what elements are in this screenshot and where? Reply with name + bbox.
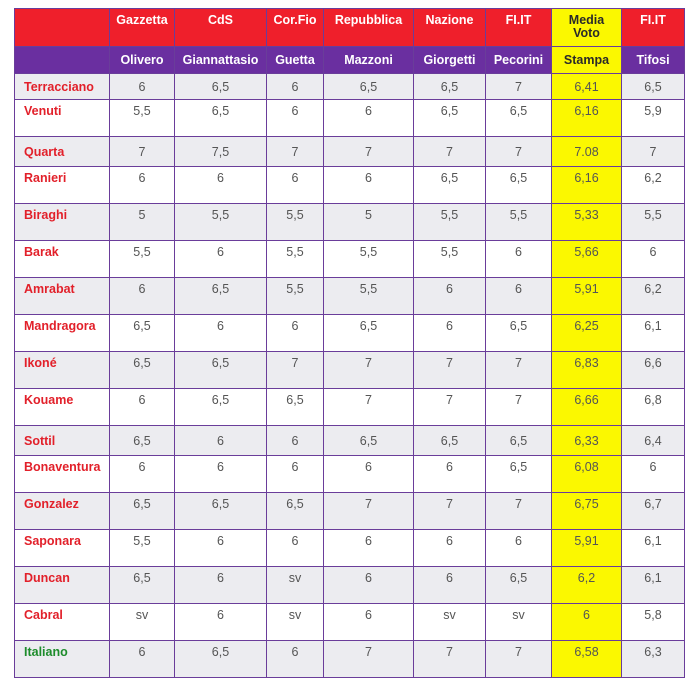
player-name: Terracciano xyxy=(15,74,110,100)
vote-cell: 6 xyxy=(414,530,486,567)
column-header-outlet: Media Voto xyxy=(552,9,622,47)
vote-cell: 6 xyxy=(175,315,267,352)
column-header-journalist: Guetta xyxy=(267,47,324,74)
vote-cell: 6 xyxy=(175,567,267,604)
player-name: Quarta xyxy=(15,137,110,167)
vote-cell: 6 xyxy=(110,389,175,426)
vote-cell: 6 xyxy=(175,530,267,567)
vote-cell: 6 xyxy=(267,74,324,100)
vote-cell: 6,3 xyxy=(622,641,685,678)
vote-cell: 6,1 xyxy=(622,567,685,604)
vote-cell: 6,5 xyxy=(324,74,414,100)
header-row-outlets xyxy=(15,9,685,47)
vote-cell: 6,5 xyxy=(110,315,175,352)
table-row xyxy=(15,74,685,100)
vote-cell: sv xyxy=(486,604,552,641)
vote-cell: 6 xyxy=(110,278,175,315)
media-voto-cell: 6,33 xyxy=(552,426,622,456)
media-voto-cell: 6,75 xyxy=(552,493,622,530)
vote-cell: 6 xyxy=(486,241,552,278)
ratings-table xyxy=(14,8,685,678)
vote-cell: 7 xyxy=(324,493,414,530)
column-header-outlet: Gazzetta xyxy=(110,9,175,47)
vote-cell: 7 xyxy=(414,641,486,678)
vote-cell: 6,5 xyxy=(324,315,414,352)
column-header-journalist: Giorgetti xyxy=(414,47,486,74)
vote-cell: 6,5 xyxy=(175,352,267,389)
column-header-journalist: Pecorini xyxy=(486,47,552,74)
vote-cell: 6 xyxy=(175,456,267,493)
player-name: Kouame xyxy=(15,389,110,426)
table-row xyxy=(15,389,685,426)
column-header-journalist: Stampa xyxy=(552,47,622,74)
vote-cell: 6,5 xyxy=(486,100,552,137)
column-header-journalist: Mazzoni xyxy=(324,47,414,74)
player-name: Mandragora xyxy=(15,315,110,352)
vote-cell: 5,5 xyxy=(110,100,175,137)
vote-cell: 6,5 xyxy=(486,315,552,352)
table-row xyxy=(15,567,685,604)
player-name: Saponara xyxy=(15,530,110,567)
media-voto-cell: 6,16 xyxy=(552,100,622,137)
vote-cell: 6,5 xyxy=(324,426,414,456)
vote-cell: 7 xyxy=(486,389,552,426)
vote-cell: 6,5 xyxy=(175,74,267,100)
vote-cell: 6,4 xyxy=(622,426,685,456)
player-name: Sottil xyxy=(15,426,110,456)
vote-cell: 6 xyxy=(324,100,414,137)
ratings-body xyxy=(15,74,685,678)
vote-cell: 7 xyxy=(324,389,414,426)
table-row xyxy=(15,641,685,678)
vote-cell: 6,5 xyxy=(267,493,324,530)
vote-cell: 6 xyxy=(110,74,175,100)
header-row-journalists xyxy=(15,47,685,74)
vote-cell: 7 xyxy=(414,352,486,389)
vote-cell: 6,2 xyxy=(622,278,685,315)
vote-cell: 6,5 xyxy=(110,567,175,604)
vote-cell: 6,5 xyxy=(414,426,486,456)
column-header-journalist: Giannattasio xyxy=(175,47,267,74)
vote-cell: 6 xyxy=(324,530,414,567)
vote-cell: 6,5 xyxy=(175,278,267,315)
vote-cell: 7 xyxy=(267,137,324,167)
vote-cell: 6,5 xyxy=(175,641,267,678)
player-name: Biraghi xyxy=(15,204,110,241)
vote-cell: 5,5 xyxy=(110,241,175,278)
vote-cell: 6 xyxy=(414,278,486,315)
vote-cell: sv xyxy=(267,604,324,641)
vote-cell: 6 xyxy=(267,100,324,137)
vote-cell: 5,5 xyxy=(175,204,267,241)
vote-cell: 5 xyxy=(110,204,175,241)
vote-cell: 7 xyxy=(414,389,486,426)
vote-cell: 7 xyxy=(267,352,324,389)
media-voto-cell: 5,66 xyxy=(552,241,622,278)
player-name: Ikoné xyxy=(15,352,110,389)
table-row xyxy=(15,167,685,204)
media-voto-cell: 6,2 xyxy=(552,567,622,604)
column-header-journalist: Olivero xyxy=(110,47,175,74)
vote-cell: 5,5 xyxy=(414,241,486,278)
vote-cell: 6 xyxy=(486,530,552,567)
media-voto-cell: 7.08 xyxy=(552,137,622,167)
vote-cell: 6 xyxy=(267,315,324,352)
vote-cell: 6,5 xyxy=(486,567,552,604)
table-row xyxy=(15,137,685,167)
vote-cell: 6 xyxy=(414,456,486,493)
vote-cell: 6,5 xyxy=(486,167,552,204)
vote-cell: 6 xyxy=(175,167,267,204)
vote-cell: 6 xyxy=(486,278,552,315)
vote-cell: 6,5 xyxy=(110,426,175,456)
vote-cell: 6,5 xyxy=(110,352,175,389)
vote-cell: 6,2 xyxy=(622,167,685,204)
vote-cell: 6,8 xyxy=(622,389,685,426)
column-header-outlet: Nazione xyxy=(414,9,486,47)
vote-cell: 6 xyxy=(267,530,324,567)
vote-cell: 6,5 xyxy=(175,493,267,530)
media-voto-cell: 6,08 xyxy=(552,456,622,493)
vote-cell: sv xyxy=(414,604,486,641)
vote-cell: 6,5 xyxy=(267,389,324,426)
vote-cell: 5,5 xyxy=(622,204,685,241)
vote-cell: 7 xyxy=(486,137,552,167)
vote-cell: 6 xyxy=(622,241,685,278)
vote-cell: 6 xyxy=(324,456,414,493)
player-name: Venuti xyxy=(15,100,110,137)
column-header-outlet: FI.IT xyxy=(486,9,552,47)
table-row xyxy=(15,315,685,352)
vote-cell: 7 xyxy=(622,137,685,167)
vote-cell: 7 xyxy=(324,352,414,389)
media-voto-cell: 6,41 xyxy=(552,74,622,100)
table-row xyxy=(15,456,685,493)
vote-cell: 6,5 xyxy=(622,74,685,100)
vote-cell: 7 xyxy=(110,137,175,167)
player-name: Duncan xyxy=(15,567,110,604)
vote-cell: 5,5 xyxy=(110,530,175,567)
vote-cell: 5,9 xyxy=(622,100,685,137)
table-row xyxy=(15,352,685,389)
vote-cell: 6,5 xyxy=(414,100,486,137)
media-voto-cell: 6,16 xyxy=(552,167,622,204)
vote-cell: 6 xyxy=(267,426,324,456)
vote-cell: 5,5 xyxy=(267,204,324,241)
vote-cell: 6 xyxy=(175,604,267,641)
vote-cell: 5,8 xyxy=(622,604,685,641)
vote-cell: 6,1 xyxy=(622,315,685,352)
table-row xyxy=(15,493,685,530)
media-voto-cell: 6,25 xyxy=(552,315,622,352)
vote-cell: 5,5 xyxy=(267,241,324,278)
column-header-journalist: Tifosi xyxy=(622,47,685,74)
vote-cell: 6,5 xyxy=(486,426,552,456)
vote-cell: 6 xyxy=(414,567,486,604)
player-name: Cabral xyxy=(15,604,110,641)
vote-cell: 6 xyxy=(110,641,175,678)
table-row xyxy=(15,426,685,456)
media-voto-cell: 5,91 xyxy=(552,278,622,315)
player-name: Amrabat xyxy=(15,278,110,315)
header-corner-bottom xyxy=(15,47,110,74)
vote-cell: 6 xyxy=(267,456,324,493)
vote-cell: sv xyxy=(110,604,175,641)
vote-cell: 5,5 xyxy=(486,204,552,241)
vote-cell: 6,5 xyxy=(486,456,552,493)
vote-cell: 7 xyxy=(324,137,414,167)
player-name: Ranieri xyxy=(15,167,110,204)
vote-cell: 7 xyxy=(414,493,486,530)
column-header-outlet: FI.IT xyxy=(622,9,685,47)
table-row xyxy=(15,204,685,241)
vote-cell: 7,5 xyxy=(175,137,267,167)
vote-cell: 6,5 xyxy=(110,493,175,530)
vote-cell: 6 xyxy=(324,167,414,204)
column-header-outlet: CdS xyxy=(175,9,267,47)
vote-cell: 5,5 xyxy=(324,278,414,315)
vote-cell: 7 xyxy=(486,74,552,100)
vote-cell: 6 xyxy=(110,167,175,204)
vote-cell: 7 xyxy=(324,641,414,678)
player-name: Bonaventura xyxy=(15,456,110,493)
table-row xyxy=(15,604,685,641)
vote-cell: 7 xyxy=(486,641,552,678)
vote-cell: 6 xyxy=(324,567,414,604)
vote-cell: 6 xyxy=(175,426,267,456)
vote-cell: 5 xyxy=(324,204,414,241)
column-header-outlet: Cor.Fio xyxy=(267,9,324,47)
table-row xyxy=(15,100,685,137)
vote-cell: 6,5 xyxy=(175,100,267,137)
table-row xyxy=(15,278,685,315)
vote-cell: 6,5 xyxy=(414,74,486,100)
media-voto-cell: 5,33 xyxy=(552,204,622,241)
vote-cell: 6 xyxy=(175,241,267,278)
media-voto-cell: 6,66 xyxy=(552,389,622,426)
table-row xyxy=(15,241,685,278)
vote-cell: 6,7 xyxy=(622,493,685,530)
media-voto-cell: 6,58 xyxy=(552,641,622,678)
vote-cell: 6 xyxy=(622,456,685,493)
media-voto-cell: 5,91 xyxy=(552,530,622,567)
player-name: Gonzalez xyxy=(15,493,110,530)
vote-cell: 5,5 xyxy=(324,241,414,278)
vote-cell: 5,5 xyxy=(414,204,486,241)
vote-cell: 6 xyxy=(110,456,175,493)
header-corner-top xyxy=(15,9,110,47)
table-row xyxy=(15,530,685,567)
vote-cell: 6,5 xyxy=(175,389,267,426)
ratings-table-container xyxy=(14,8,685,678)
vote-cell: 6 xyxy=(414,315,486,352)
media-voto-cell: 6 xyxy=(552,604,622,641)
vote-cell: 6,6 xyxy=(622,352,685,389)
vote-cell: 5,5 xyxy=(267,278,324,315)
vote-cell: 6,1 xyxy=(622,530,685,567)
player-name: Barak xyxy=(15,241,110,278)
vote-cell: 7 xyxy=(486,352,552,389)
vote-cell: 6 xyxy=(324,604,414,641)
media-voto-cell: 6,83 xyxy=(552,352,622,389)
vote-cell: 7 xyxy=(486,493,552,530)
vote-cell: 6 xyxy=(267,641,324,678)
vote-cell: 7 xyxy=(414,137,486,167)
vote-cell: 6,5 xyxy=(414,167,486,204)
vote-cell: sv xyxy=(267,567,324,604)
coach-name: Italiano xyxy=(15,641,110,678)
vote-cell: 6 xyxy=(267,167,324,204)
column-header-outlet: Repubblica xyxy=(324,9,414,47)
